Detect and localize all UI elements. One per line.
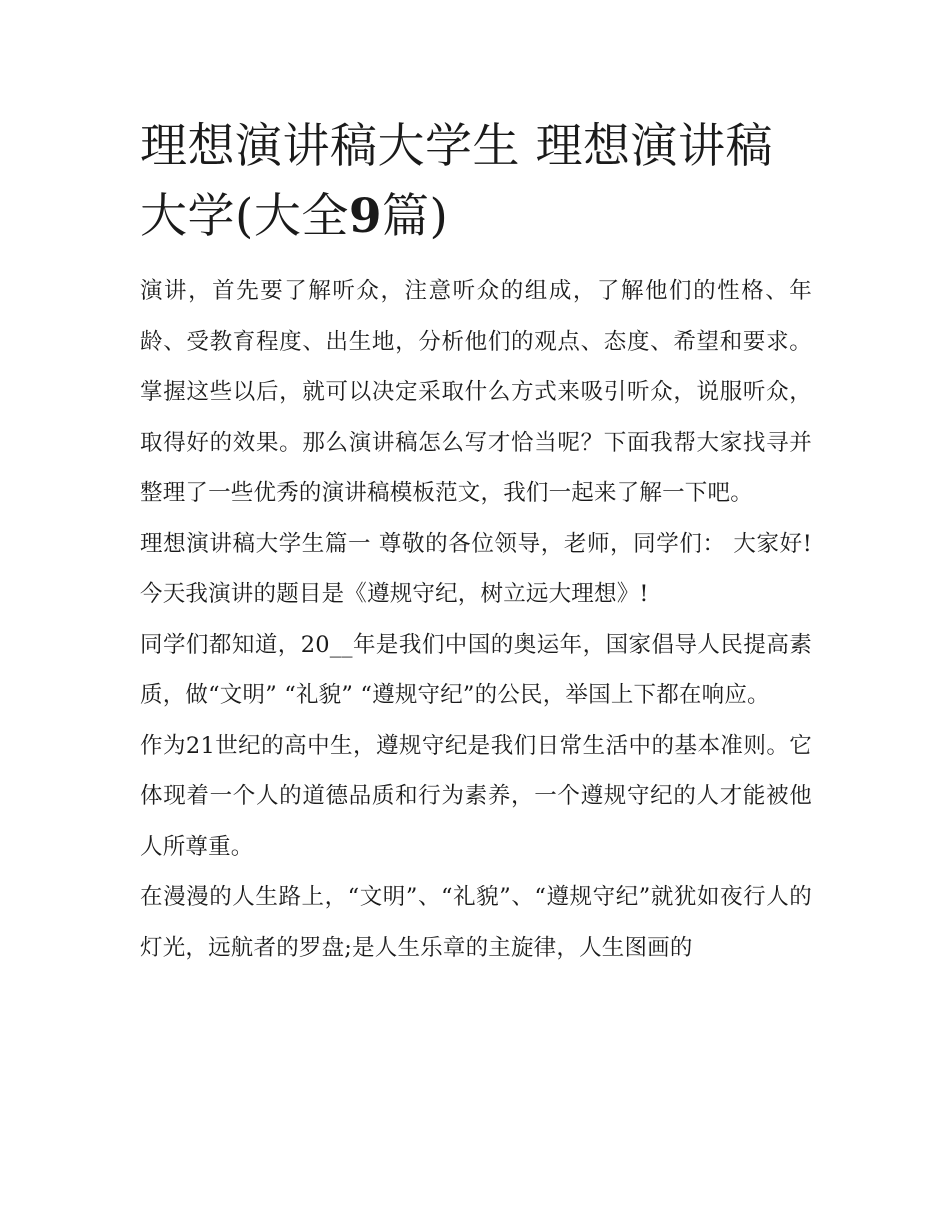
paragraph-greeting: 理想演讲稿大学生篇一 尊敬的各位领导，老师，同学们： 大家好!今天我演讲的题目是《遵规守纪，树立远大理想》!: [140, 530, 812, 607]
paragraph-olympic-year: 同学们都知道，20__年是我们中国的奥运年，国家倡导人民提高素质，做“文明” “礼貌” “遵规守纪”的公民，举国上下都在响应。: [140, 631, 812, 708]
document-page: [140, 112, 812, 973]
paragraph-intro: 演讲，首先要了解听众，注意听众的组成，了解他们的性格、年龄、受教育程度、出生地，分析他们的观点、态度、希望和要求。掌握这些以后，就可以决定采取什么方式来吸引听众，说服听众，取得好的效果。那么演讲稿怎么写才恰当呢？下面我帮大家找寻并整理了一些优秀的演讲稿模板范文，我们一起来了解一下吧。: [140, 278, 812, 506]
document-title: 理想演讲稿大学生 理想演讲稿大学(大全9篇): [140, 119, 773, 244]
paragraph-high-school-student: 作为21世纪的高中生，遵规守纪是我们日常生活中的基本准则。它体现着一个人的道德品质和行为素养，一个遵规守纪的人才能被他人所尊重。: [140, 732, 812, 860]
paragraph-life-road: 在漫漫的人生路上，“文明”、“礼貌”、“遵规守纪”就犹如夜行人的灯光，远航者的罗盘;是人生乐章的主旋律，人生图画的: [140, 884, 812, 961]
